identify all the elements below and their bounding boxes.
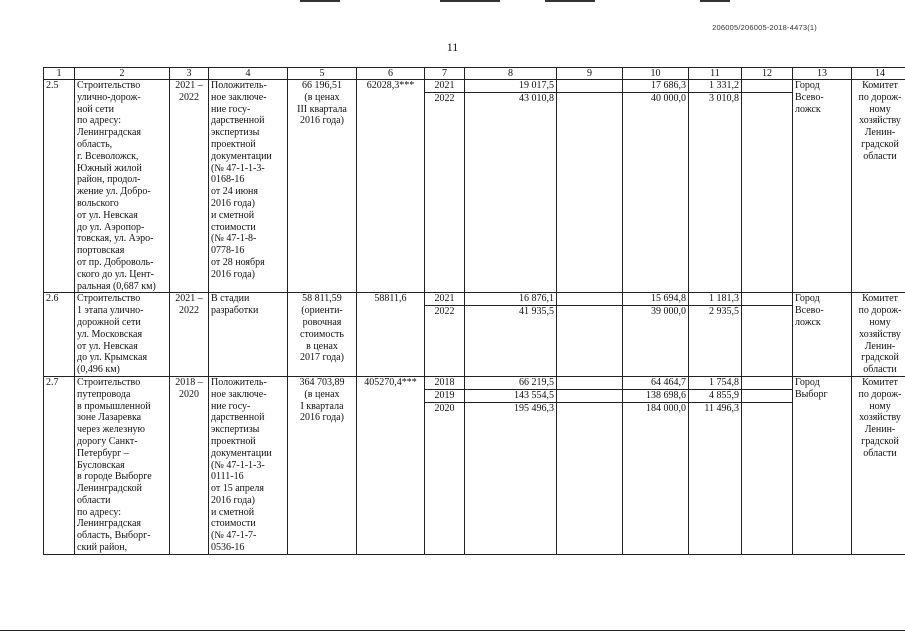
location: Город Выборг: [793, 376, 852, 554]
column-header-5: 5: [288, 68, 357, 80]
column-header-9: 9: [557, 68, 623, 80]
regional-amount: [623, 80, 689, 293]
local-amount-value: 1 331,2: [709, 80, 739, 91]
page-number: 11: [446, 40, 459, 54]
other-amount-value: [744, 80, 790, 92]
regional-amount-value: 15 694,8: [651, 293, 686, 305]
customer: Комитет по дорож- ному хозяйству Ленин- градской области: [852, 376, 905, 554]
column-header-3: 3: [170, 68, 209, 80]
column-header-8: 8: [465, 68, 557, 80]
total-amount-value: 41 935,5: [465, 305, 556, 318]
year: [425, 376, 465, 554]
regional-amount-value: 64 464,7: [651, 376, 686, 388]
year-value: 2019: [425, 389, 464, 402]
estimated-cost: 66 196,51 (в ценах III квартала 2016 года): [288, 80, 357, 293]
federal-amount: [557, 293, 623, 377]
other-amount: [742, 293, 793, 377]
column-header-11: 11: [689, 68, 742, 80]
other-amount-value: [742, 305, 792, 318]
federal-amount-value: [557, 92, 622, 105]
regional-amount-value: 138 698,6: [623, 389, 688, 402]
column-header-2: 2: [75, 68, 170, 80]
federal-amount-value: [557, 305, 622, 318]
table-row: [44, 376, 905, 554]
regional-amount-value: 40 000,0: [623, 92, 688, 105]
local-amount-value: 3 010,8: [689, 92, 741, 105]
year-value: 2020: [425, 402, 464, 415]
year-value: 2021: [434, 80, 455, 91]
budget-table: [43, 67, 905, 555]
table-row: [44, 80, 905, 293]
total-amount: [465, 293, 557, 377]
regional-amount: [623, 376, 689, 554]
forecast-cost: 405270,4***: [357, 376, 425, 554]
federal-amount-value: [559, 377, 620, 389]
total-amount-value: 43 010,8: [465, 92, 556, 105]
estimated-cost: 364 703,89 (в ценах I квартала 2016 года): [288, 376, 357, 554]
documentation-status: В стадии разработки: [209, 293, 288, 377]
other-amount: [742, 80, 793, 293]
location: Город Всево- ложск: [793, 293, 852, 377]
column-header-14: 14: [852, 68, 905, 80]
local-amount-value: 2 935,5: [689, 305, 741, 318]
year: [425, 80, 465, 293]
local-amount-value: 1 754,8: [709, 376, 739, 388]
total-amount-value: 19 017,5: [519, 80, 554, 91]
total-amount: [465, 376, 557, 554]
federal-amount-value: [559, 80, 620, 92]
total-amount-value: 16 876,1: [519, 293, 554, 305]
federal-amount: [557, 376, 623, 554]
regional-amount-value: 184 000,0: [623, 402, 688, 415]
total-amount-value: 195 496,3: [465, 402, 556, 415]
federal-amount-value: [557, 389, 622, 402]
other-amount-value: [744, 377, 790, 389]
document-code: 206005/206005-2018-4473(1): [712, 23, 817, 32]
other-amount: [742, 376, 793, 554]
federal-amount-value: [559, 293, 620, 305]
row-number: 2.6: [44, 293, 75, 377]
year-value: 2021: [434, 293, 455, 305]
year-value: 2018: [434, 376, 455, 388]
regional-amount: [623, 293, 689, 377]
local-amount: [689, 376, 742, 554]
local-amount: [689, 80, 742, 293]
column-header-12: 12: [742, 68, 793, 80]
location: Город Всево- ложск: [793, 80, 852, 293]
column-header-10: 10: [623, 68, 689, 80]
documentation-status: Положитель- ное заключе- ние госу- дарственной экспертизы проектной документации (№ 47-1-1-3- 0111-16 от 15 апреля 2016 года) и сметной стоимости (№ 47-1-7- 0536-16: [209, 376, 288, 554]
year: [425, 293, 465, 377]
other-amount-value: [742, 389, 792, 402]
period: 2018 – 2020: [170, 376, 209, 554]
regional-amount-value: 39 000,0: [623, 305, 688, 318]
customer: Комитет по дорож- ному хозяйству Ленин- градской области: [852, 80, 905, 293]
federal-amount: [557, 80, 623, 293]
header-row: [44, 68, 905, 80]
local-amount-value: 4 855,9: [689, 389, 741, 402]
year-value: 2022: [425, 92, 464, 105]
column-header-13: 13: [793, 68, 852, 80]
documentation-status: Положитель- ное заключе- ние госу- дарственной экспертизы проектной документации (№ 47-1-1-3- 0168-16 от 24 июня 2016 года) и сметной стоимости (№ 47-1-8- 0778-16 от 28 ноября 2016 года): [209, 80, 288, 293]
project-name: Строительство 1 этапа улично- дорожной сети ул. Московская от ул. Невская до ул. Крымская (0,496 км): [75, 293, 170, 377]
local-amount-value: 1 181,3: [709, 293, 739, 305]
federal-amount-value: [557, 402, 622, 415]
column-header-4: 4: [209, 68, 288, 80]
other-amount-value: [742, 92, 792, 105]
total-amount-value: 66 219,5: [519, 376, 554, 388]
column-header-6: 6: [357, 68, 425, 80]
local-amount-value: 11 496,3: [689, 402, 741, 415]
other-amount-value: [744, 293, 790, 305]
row-number: 2.7: [44, 376, 75, 554]
forecast-cost: 62028,3***: [357, 80, 425, 293]
year-value: 2022: [425, 305, 464, 318]
total-amount-value: 143 554,5: [465, 389, 556, 402]
forecast-cost: 58811,6: [357, 293, 425, 377]
local-amount: [689, 293, 742, 377]
column-header-7: 7: [425, 68, 465, 80]
scan-top-marks: [0, 0, 905, 4]
other-amount-value: [742, 402, 792, 415]
row-number: 2.5: [44, 80, 75, 293]
estimated-cost: 58 811,59 (ориенти- ровочная стоимость в ценах 2017 года): [288, 293, 357, 377]
table-row: [44, 293, 905, 377]
page-bottom-edge: [0, 630, 905, 631]
total-amount: [465, 80, 557, 293]
column-header-1: 1: [44, 68, 75, 80]
project-name: Строительство путепровода в промышленной зоне Лазаревка через железную дорогу Санкт- Петербург – Бусловская в городе Выборге Ленинградской области по адресу: Ленинградская область, Выборг- ский район,: [75, 376, 170, 554]
regional-amount-value: 17 686,3: [651, 80, 686, 91]
project-name: Строительство улично-дорож- ной сети по адресу: Ленинградская область, г. Всеволожск, Южный жилой район, продол- жение ул. Добро- вольского от ул. Невская до ул. Аэропор- товская, ул. Аэро- портовская от пр. Доброволь- ского до ул. Цент- ральная (0,687 км): [75, 80, 170, 293]
period: 2021 – 2022: [170, 293, 209, 377]
customer: Комитет по дорож- ному хозяйству Ленин- градской области: [852, 293, 905, 377]
period: 2021 – 2022: [170, 80, 209, 293]
